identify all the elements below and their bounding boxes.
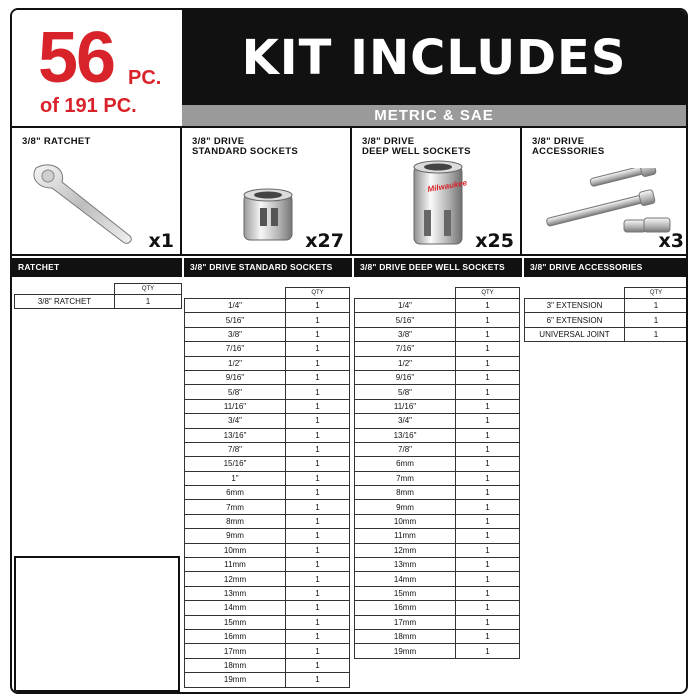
item-name: UNIVERSAL JOINT [525, 327, 625, 341]
item-name: 3/8" [185, 327, 286, 341]
table-row [185, 471, 350, 485]
table-row [355, 457, 520, 471]
item-qty: 1 [456, 558, 520, 572]
item-qty: 1 [456, 414, 520, 428]
item-name: 9/16" [355, 370, 456, 384]
item-qty: 1 [286, 471, 350, 485]
item-name: 13/16" [185, 428, 286, 442]
table-heading: 3/8" DRIVE DEEP WELL SOCKETS [354, 258, 522, 277]
item-qty: 1 [286, 442, 350, 456]
product-title: 3/8" DRIVE [532, 136, 585, 147]
table-row [355, 442, 520, 456]
item-name: 13mm [185, 586, 286, 600]
item-name: 11mm [355, 529, 456, 543]
item-name: 3/8" [355, 327, 456, 341]
contents-tables [12, 258, 688, 694]
product-qty: x1 [148, 230, 174, 252]
piece-count-total: of 191 PC. [40, 95, 137, 117]
item-qty: 1 [286, 457, 350, 471]
item-name: 10mm [185, 543, 286, 557]
item-qty: 1 [286, 486, 350, 500]
item-name: 15mm [355, 586, 456, 600]
item-qty: 1 [625, 313, 688, 327]
item-qty: 1 [286, 558, 350, 572]
product-qty: x25 [475, 230, 514, 252]
item-qty: 1 [286, 673, 350, 687]
table-row [185, 629, 350, 643]
item-name: 18mm [185, 658, 286, 672]
table-row [15, 295, 182, 309]
table-row [185, 514, 350, 528]
table-row [355, 500, 520, 514]
table-row [185, 529, 350, 543]
ratchet-icon [26, 158, 146, 248]
table-row [185, 313, 350, 327]
table-row [185, 442, 350, 456]
item-name: 5/16" [355, 313, 456, 327]
table-row [355, 558, 520, 572]
table-row [355, 356, 520, 370]
item-name: 3/4" [185, 414, 286, 428]
item-name: 17mm [185, 644, 286, 658]
item-name: 7/8" [355, 442, 456, 456]
table-row [355, 615, 520, 629]
item-qty: 1 [456, 428, 520, 442]
item-name: 12mm [355, 543, 456, 557]
table-row [185, 428, 350, 442]
item-qty: 1 [286, 414, 350, 428]
table-row [185, 385, 350, 399]
table-row [355, 385, 520, 399]
product-title-line2: DEEP WELL SOCKETS [362, 146, 471, 157]
item-name: 7/16" [185, 342, 286, 356]
item-name: 5/16" [185, 313, 286, 327]
table-row [185, 342, 350, 356]
item-name: 5/8" [355, 385, 456, 399]
table-row [355, 601, 520, 615]
item-name: 13mm [355, 558, 456, 572]
item-name: 19mm [185, 673, 286, 687]
item-qty: 1 [456, 500, 520, 514]
item-qty: 1 [286, 615, 350, 629]
table-row [185, 658, 350, 672]
item-name: 9mm [355, 500, 456, 514]
item-qty: 1 [456, 442, 520, 456]
item-qty: 1 [625, 299, 688, 313]
item-name: 9mm [185, 529, 286, 543]
qty-header: QTY [115, 284, 182, 295]
page-title: KIT INCLUDES [241, 29, 627, 86]
qty-header: QTY [625, 288, 688, 299]
item-qty: 1 [456, 327, 520, 341]
table-row [185, 572, 350, 586]
item-name: 3/8" RATCHET [15, 295, 115, 309]
product-qty: x27 [305, 230, 344, 252]
item-qty: 1 [286, 399, 350, 413]
table-row [525, 299, 688, 313]
item-qty: 1 [286, 658, 350, 672]
item-name: 16mm [355, 601, 456, 615]
item-name: 1/4" [185, 299, 286, 313]
table-row [185, 356, 350, 370]
item-qty: 1 [286, 514, 350, 528]
item-name: 14mm [355, 572, 456, 586]
item-qty: 1 [286, 543, 350, 557]
item-name: 7mm [355, 471, 456, 485]
item-qty: 1 [456, 370, 520, 384]
table-row [355, 572, 520, 586]
item-qty: 1 [286, 385, 350, 399]
item-name: 1/2" [355, 356, 456, 370]
item-qty: 1 [456, 399, 520, 413]
table-row [355, 644, 520, 658]
table-row [185, 615, 350, 629]
item-qty: 1 [286, 529, 350, 543]
item-name: 13/16" [355, 428, 456, 442]
title-bar [182, 10, 686, 105]
table-row [185, 586, 350, 600]
item-qty: 1 [286, 299, 350, 313]
extension-icon [530, 168, 680, 238]
item-qty: 1 [456, 615, 520, 629]
product-title: 3/8" DRIVE [362, 136, 415, 147]
table-row [355, 342, 520, 356]
table-row [525, 313, 688, 327]
table-row [185, 644, 350, 658]
table-row [185, 486, 350, 500]
table-row [185, 500, 350, 514]
subtitle-bar [182, 105, 686, 126]
item-name: 8mm [185, 514, 286, 528]
item-name: 5/8" [185, 385, 286, 399]
item-name: 3" EXTENSION [525, 299, 625, 313]
item-qty: 1 [286, 572, 350, 586]
item-qty: 1 [456, 457, 520, 471]
item-qty: 1 [456, 572, 520, 586]
item-name: 3/4" [355, 414, 456, 428]
table [524, 287, 688, 342]
item-name: 7/8" [185, 442, 286, 456]
kit-card [10, 8, 688, 694]
item-qty: 1 [286, 500, 350, 514]
product-ratchet [12, 128, 182, 256]
table [14, 283, 182, 309]
product-accessories [522, 128, 688, 256]
item-qty: 1 [456, 356, 520, 370]
item-name: 11/16" [185, 399, 286, 413]
item-qty: 1 [286, 629, 350, 643]
table-row [355, 327, 520, 341]
item-qty: 1 [625, 327, 688, 341]
table-row [185, 327, 350, 341]
table-row [355, 486, 520, 500]
product-deep-sockets [352, 128, 522, 256]
standard-sockets-table [184, 258, 352, 688]
page-subtitle: METRIC & SAE [374, 107, 494, 124]
item-name: 7mm [185, 500, 286, 514]
table [184, 287, 350, 688]
item-qty: 1 [286, 313, 350, 327]
item-qty: 1 [456, 313, 520, 327]
piece-count-number: 56 [38, 18, 115, 98]
table-row [355, 428, 520, 442]
item-qty: 1 [286, 370, 350, 384]
item-qty: 1 [286, 342, 350, 356]
piece-count-unit: PC. [128, 67, 162, 89]
item-qty: 1 [456, 385, 520, 399]
product-title-line2: ACCESSORIES [532, 146, 605, 157]
item-name: 19mm [355, 644, 456, 658]
item-name: 16mm [185, 629, 286, 643]
item-name: 7/16" [355, 342, 456, 356]
deep-socket-icon [408, 158, 468, 250]
item-qty: 1 [456, 644, 520, 658]
item-name: 11/16" [355, 399, 456, 413]
table-heading: RATCHET [12, 258, 182, 277]
product-standard-sockets [182, 128, 352, 256]
table-row [525, 327, 688, 341]
table-row [355, 586, 520, 600]
item-name: 15mm [185, 615, 286, 629]
table-row [355, 313, 520, 327]
accessories-table [524, 258, 688, 342]
table-row [185, 601, 350, 615]
item-qty: 1 [456, 543, 520, 557]
item-qty: 1 [286, 601, 350, 615]
table [354, 287, 520, 659]
item-name: 12mm [185, 572, 286, 586]
table-row [355, 514, 520, 528]
item-name: 11mm [185, 558, 286, 572]
product-title-line2: STANDARD SOCKETS [192, 146, 298, 157]
item-name: 6mm [185, 486, 286, 500]
item-name: 6mm [355, 457, 456, 471]
product-title: 3/8" DRIVE [192, 136, 245, 147]
product-title: 3/8" RATCHET [22, 136, 91, 147]
item-qty: 1 [456, 586, 520, 600]
item-qty: 1 [286, 586, 350, 600]
item-name: 9/16" [185, 370, 286, 384]
item-name: 1" [185, 471, 286, 485]
item-qty: 1 [456, 486, 520, 500]
qty-header: QTY [286, 288, 350, 299]
item-qty: 1 [286, 428, 350, 442]
item-qty: 1 [456, 342, 520, 356]
item-name: 6" EXTENSION [525, 313, 625, 327]
table-row [185, 457, 350, 471]
blank-panel [14, 556, 180, 692]
item-qty: 1 [286, 356, 350, 370]
item-name: 18mm [355, 629, 456, 643]
table-row [185, 399, 350, 413]
item-qty: 1 [286, 327, 350, 341]
item-qty: 1 [286, 644, 350, 658]
table-row [185, 543, 350, 557]
item-name: 10mm [355, 514, 456, 528]
table-row [355, 399, 520, 413]
table-row [185, 370, 350, 384]
deep-sockets-table [354, 258, 522, 659]
item-name: 8mm [355, 486, 456, 500]
table-row [185, 673, 350, 687]
item-qty: 1 [115, 295, 182, 309]
item-name: 14mm [185, 601, 286, 615]
table-row [355, 543, 520, 557]
table-row [185, 558, 350, 572]
table-heading: 3/8" DRIVE ACCESSORIES [524, 258, 688, 277]
socket-brand-mark: Milwaukee [426, 178, 468, 194]
item-name: 1/2" [185, 356, 286, 370]
table-row [355, 629, 520, 643]
product-row [12, 126, 688, 256]
table-row [355, 471, 520, 485]
socket-icon [240, 186, 296, 246]
piece-count-box [12, 10, 182, 126]
table-heading: 3/8" DRIVE STANDARD SOCKETS [184, 258, 352, 277]
table-row [185, 414, 350, 428]
item-name: 15/16" [185, 457, 286, 471]
table-row [355, 299, 520, 313]
table-row [355, 370, 520, 384]
item-qty: 1 [456, 629, 520, 643]
table-row [355, 414, 520, 428]
product-qty: x3 [658, 230, 684, 252]
item-qty: 1 [456, 601, 520, 615]
ratchet-table [12, 258, 182, 309]
item-name: 17mm [355, 615, 456, 629]
qty-header: QTY [456, 288, 520, 299]
item-qty: 1 [456, 514, 520, 528]
table-row [185, 299, 350, 313]
item-qty: 1 [456, 529, 520, 543]
table-row [355, 529, 520, 543]
item-qty: 1 [456, 471, 520, 485]
item-name: 1/4" [355, 299, 456, 313]
item-qty: 1 [456, 299, 520, 313]
